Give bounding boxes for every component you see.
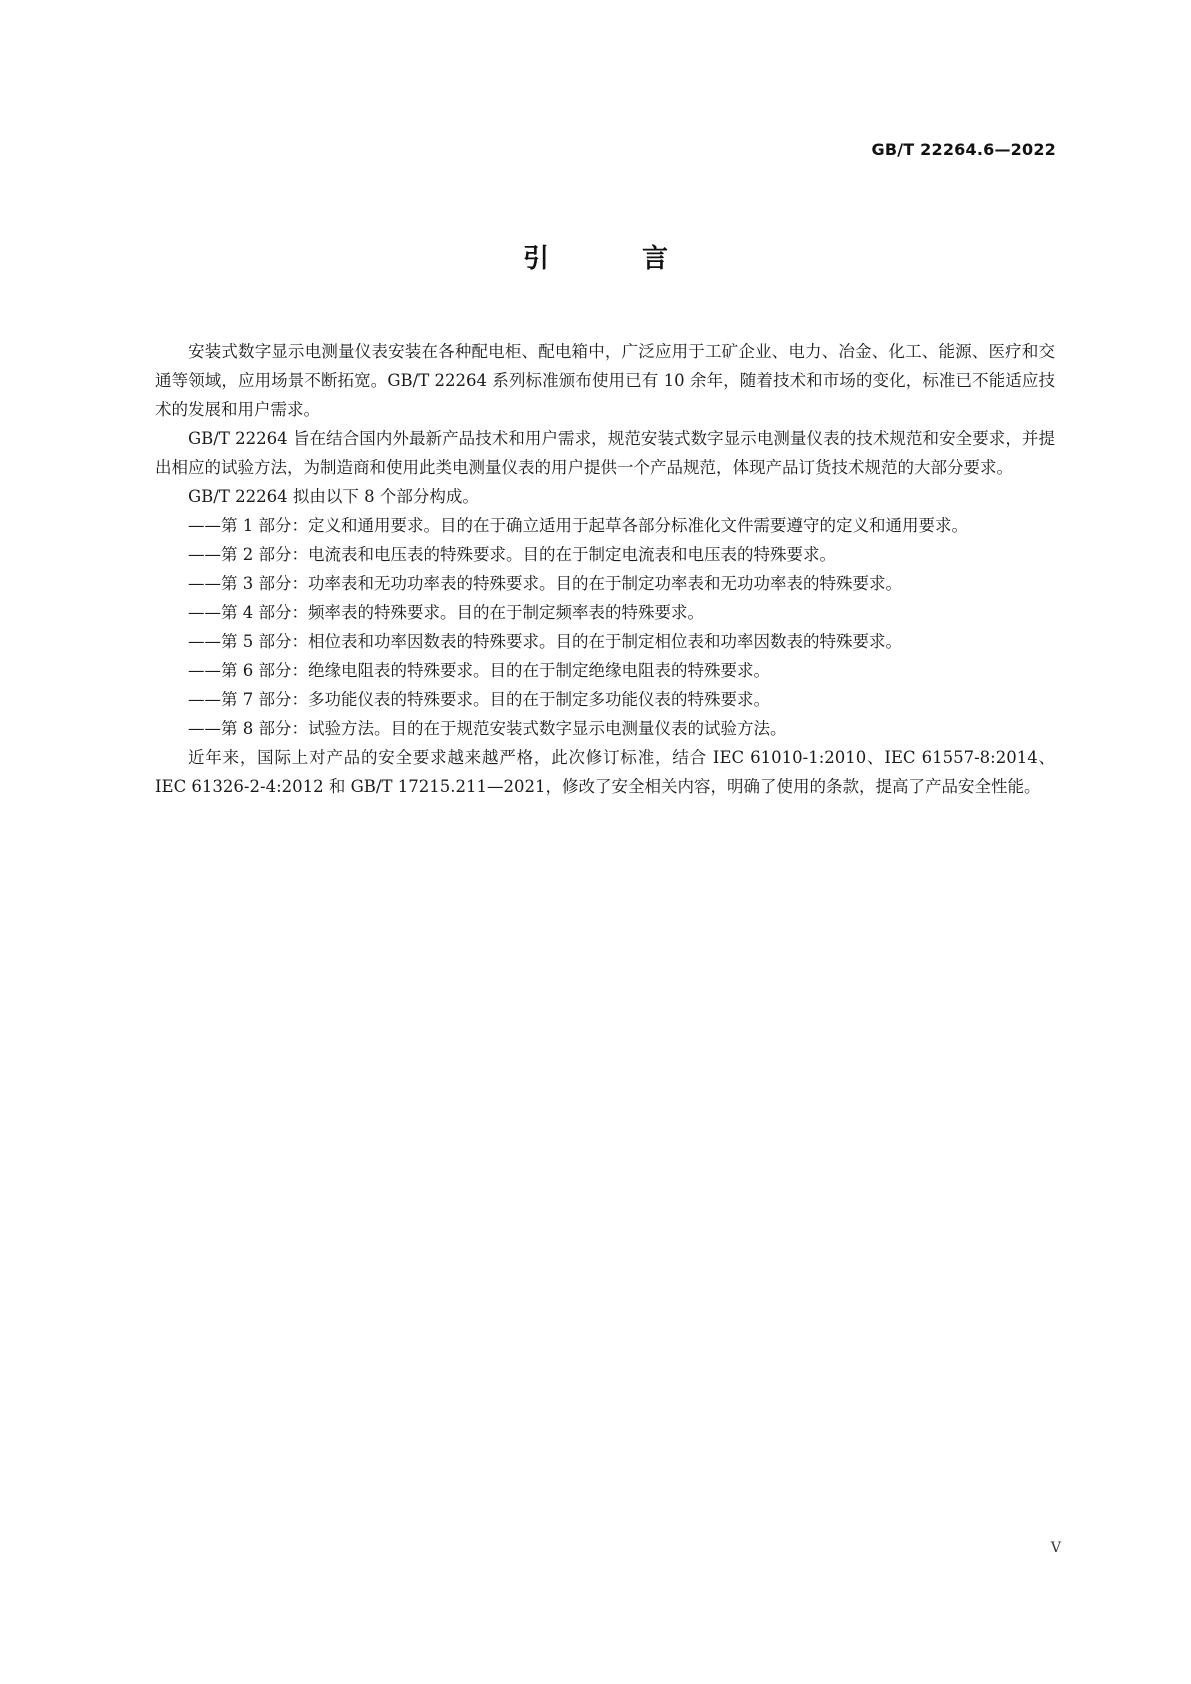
paragraph-revision: 近年来，国际上对产品的安全要求越来越严格，此次修订标准，结合 IEC 61010-1:2010、IEC 61557-8:2014、IEC 61326-2-4:2012 和 GB/T 17215.211—2021，修改了安全相关内容，明确了使用的条款，提高了产品安全性能。 [155,748,1055,796]
page-number: V [1050,1540,1061,1556]
list-item-part-3: ——第 3 部分：功率表和无功功率表的特殊要求。目的在于制定功率表和无功功率表的特殊要求。 [188,574,902,593]
list-item-part-5: ——第 5 部分：相位表和功率因数表的特殊要求。目的在于制定相位表和功率因数表的特殊要求。 [188,632,902,651]
paragraph-purpose: GB/T 22264 旨在结合国内外最新产品技术和用户需求，规范安装式数字显示电测量仪表的技术规范和安全要求，并提出相应的试验方法，为制造商和使用此类电测量仪表的用户提供一个产品规范，体现产品订货技术规范的大部分要求。 [155,429,1055,477]
standard-code: GB/T 22264.6—2022 [871,140,1056,159]
list-item-part-2: ——第 2 部分：电流表和电压表的特殊要求。目的在于制定电流表和电压表的特殊要求。 [188,545,836,564]
page-title: 引 言 [522,244,711,274]
list-item-part-8: ——第 8 部分：试验方法。目的在于规范安装式数字显示电测量仪表的试验方法。 [188,719,787,738]
list-item-part-7: ——第 7 部分：多功能仪表的特殊要求。目的在于制定多功能仪表的特殊要求。 [188,690,770,709]
list-item-part-6: ——第 6 部分：绝缘电阻表的特殊要求。目的在于制定绝缘电阻表的特殊要求。 [188,661,770,680]
paragraph-structure: GB/T 22264 拟由以下 8 个部分构成。 [188,487,479,506]
list-item-part-1: ——第 1 部分：定义和通用要求。目的在于确立适用于起草各部分标准化文件需要遵守的定义和通用要求。 [188,516,968,535]
paragraph-background: 安装式数字显示电测量仪表安装在各种配电柜、配电箱中，广泛应用于工矿企业、电力、冶金、化工、能源、医疗和交通等领域，应用场景不断拓宽。GB/T 22264 系列标准颁布使用已有 10 余年，随着技术和市场的变化，标准已不能适应技术的发展和用户需求。 [155,342,1055,419]
list-item-part-4: ——第 4 部分：频率表的特殊要求。目的在于制定频率表的特殊要求。 [188,603,704,622]
introduction-body [155,337,1055,801]
